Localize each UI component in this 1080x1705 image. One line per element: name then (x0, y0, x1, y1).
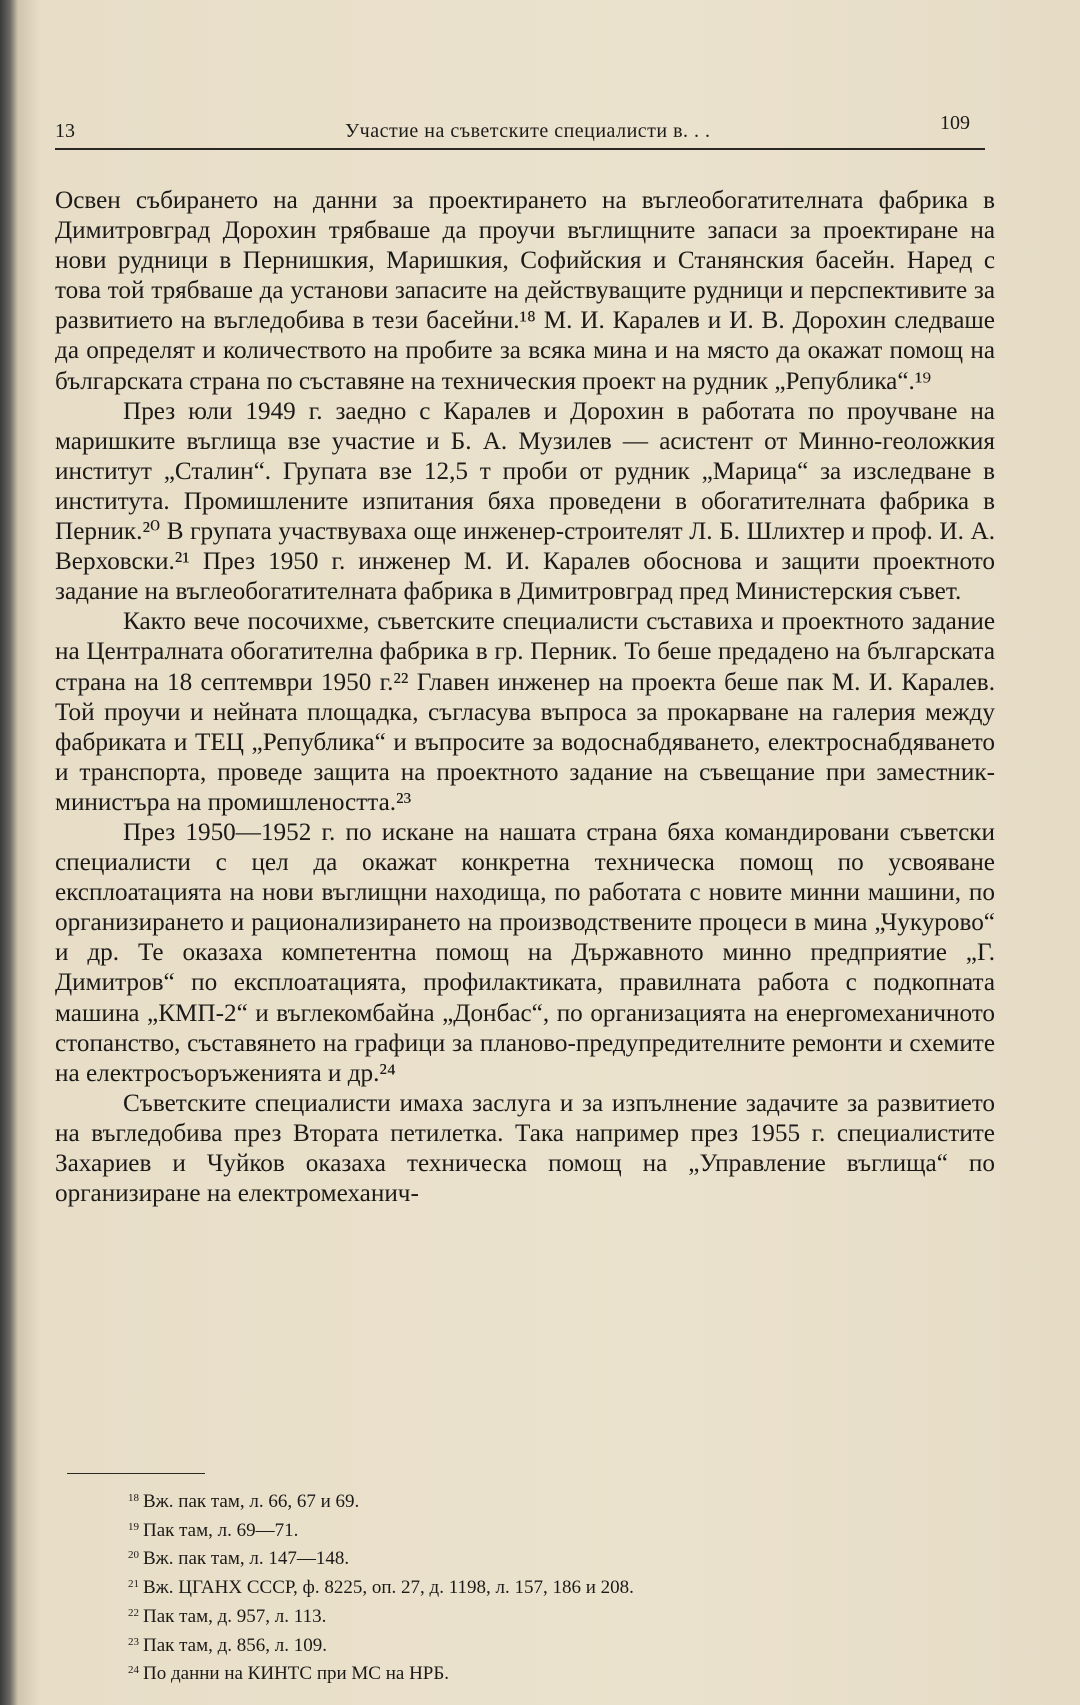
footnotes (128, 1486, 988, 1687)
footnote (128, 1486, 988, 1515)
footnote-text: Вж. ЦГАНХ СССР, ф. 8225, оп. 27, д. 1198, л. 157, 186 и 208. (143, 1577, 634, 1599)
paragraph: През юли 1949 г. заедно с Каралев и Дорохин в работата по проучване на маришките въглища взе участие и Б. А. Музилев — асистент от Минно-геоложкия институт „Сталин“. Групата взе 12,5 т проби от рудник „Марица“ за изследване в института. Промишлените изпитания бяха проведени в обогатителната фабрика в Перник.²⁰ В групата участвуваха още инженер-строителят Л. Б. Шлихтер и проф. И. А. Верховски.²¹ През 1950 г. инженер М. И. Каралев обоснова и защити проектното задание на въглеобогатителната фабрика в Димитровград пред Министерския съвет. (55, 397, 995, 606)
footnote (128, 1572, 988, 1601)
footnote-number: 18 (128, 1492, 139, 1504)
paragraph: През 1950—1952 г. по искане на нашата страна бяха командировани съветски специалисти с цел да окажат конкретна техническа помощ по усвояване експлоатацията на нови въглищни находища, по работата с новите минни машини, по организирането и рационализирането на производствените процеси в мина „Чукурово“ и др. Те оказаха компетентна помощ на Държавното минно предприятие „Г. Димитров“ по експлоатацията, профилактиката, правилната работа с подкопната машина „КМП-2“ и въглекомбайна „Донбас“, по организацията на енергомеханичното стопанство, съставянето на графици за планово-предупредителните ремонти и схемите на електросъоръженията и др.²⁴ (55, 818, 995, 1087)
footnote (128, 1543, 988, 1572)
chapter-number: 13 (55, 120, 75, 142)
page-number: 109 (940, 112, 970, 134)
running-title: Участие на съветските специалисти в. . . (345, 120, 711, 142)
footnote-number: 22 (128, 1606, 139, 1619)
footnote-number: 23 (128, 1635, 139, 1648)
footnote-number: 21 (128, 1578, 139, 1591)
footnote-number: 20 (128, 1549, 139, 1562)
running-header (55, 112, 985, 150)
paragraph: Освен събирането на данни за проектирането на въглеобогатителната фабрика в Димитровград Дорохин трябваше да проучи въглищните запаси за проектиране на нови рудници в Пернишкия, Маришкия, Софийския и Станянския басейн. Наред с това той трябваше да установи запасите на действуващите рудници и перспективите за развитието на въгледобива в тези басейни.¹⁸ М. И. Каралев и И. В. Дорохин следваше да определят и количеството на пробите за всяка мина и на място да окажат помощ на българската страна по съставяне на техническия проект на рудник „Република“.¹⁹ (55, 187, 995, 395)
footnote-text: Пак там, д. 957, л. 113. (143, 1605, 327, 1627)
footnote-text: Пак там, д. 856, л. 109. (143, 1634, 328, 1656)
footnote-number: 19 (128, 1520, 139, 1533)
footnote-divider (67, 1473, 205, 1474)
footnote-number: 24 (128, 1664, 139, 1677)
paragraph: Както вече посочихме, съветските специалисти съставиха и проектното задание на Централната обогатителна фабрика в гр. Перник. То беше предадено на българската страна на 18 септември 1950 г.²² Главен инженер на проекта беше пак М. И. Каралев. Той проучи и нейната площадка, съгласува въпроса за прокарване на галерия между фабриката и ТЕЦ „Република“ и въпросите за водоснабдяването, електроснабдяването и транспорта, проведе защита на проектното задание на съвещание при заместник-министъра на промишлеността.²³ (55, 608, 995, 816)
footnote (128, 1630, 988, 1659)
footnote-text: Вж. пак там, л. 66, 67 и 69. (143, 1491, 360, 1512)
footnote (128, 1601, 988, 1630)
footnote-text: Пак там, л. 69—71. (143, 1519, 299, 1541)
footnote-text: По данни на КИНТС при МС на НРБ. (143, 1663, 450, 1685)
paragraph: Съветските специалисти имаха заслуга и за изпълнение задачите за развитието на въгледобива през Втората петилетка. Така например през 1955 г. специалистите Захариев и Чуйков оказаха техническа помощ на „Управление въглища“ по организиране на електромеханич- (55, 1089, 995, 1208)
footnote-text: Вж. пак там, л. 147—148. (143, 1548, 350, 1570)
body-text (55, 186, 995, 1209)
footnote (128, 1658, 988, 1687)
footnote (128, 1515, 988, 1544)
